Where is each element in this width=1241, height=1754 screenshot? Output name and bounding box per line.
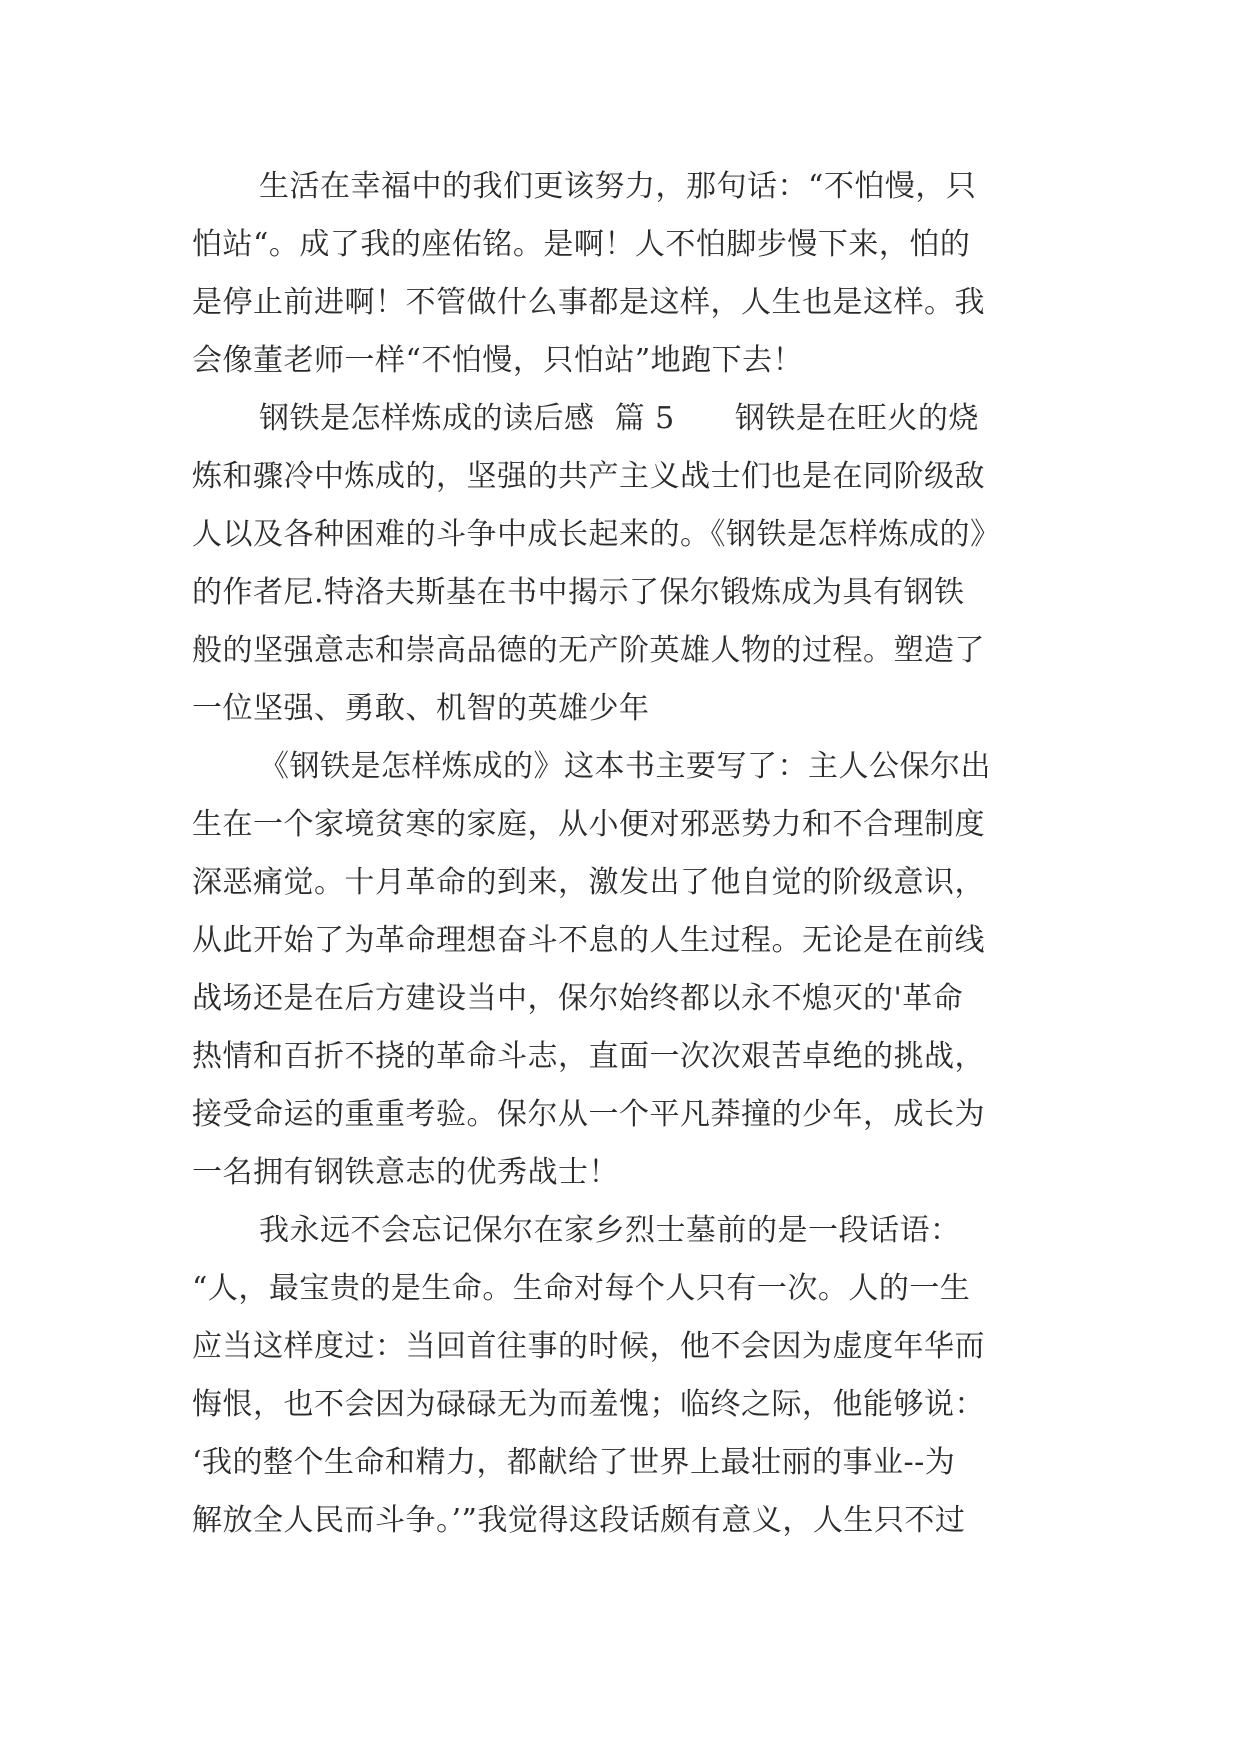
paragraph-line: ‘我的整个生命和精力，都献给了世界上最壮丽的事业--为 [192,1445,956,1480]
paragraph-line: 生在一个家境贫寒的家庭，从小便对邪恶势力和不合理制度 [192,807,985,842]
paragraph-line: “人，最宝贵的是生命。生命对每个人只有一次。人的一生 [192,1271,971,1306]
paragraph-line: 应当这样度过：当回首往事的时候，他不会因为虚度年华而 [192,1329,985,1364]
paragraph-line: 解放全人民而斗争。’”我觉得这段话颇有意义，人生只不过 [192,1503,966,1538]
paragraph-line: 从此开始了为革命理想奋斗不息的人生过程。无论是在前线 [192,923,985,958]
section-heading-line: 钢铁是怎样炼成的读后感 篇 5 钢铁是在旺火的烧 [259,401,979,436]
paragraph-line: 悔恨，也不会因为碌碌无为而羞愧；临终之际，他能够说： [192,1387,985,1422]
paragraph-line: 深恶痛觉。十月革命的到来，激发出了他自觉的阶级意识， [192,865,985,900]
paragraph-line: 一名拥有钢铁意志的优秀战士！ [192,1155,619,1190]
paragraph-line: 战场还是在后方建设当中，保尔始终都以永不熄灭的'革命 [192,981,964,1016]
paragraph-line: 般的坚强意志和崇高品德的无产阶英雄人物的过程。塑造了 [192,633,985,668]
paragraph-line: 炼和骤冷中炼成的，坚强的共产主义战士们也是在同阶级敌 [192,459,985,494]
paragraph-line: 我永远不会忘记保尔在家乡烈士墓前的是一段话语： [259,1213,961,1248]
paragraph-line: 人以及各种困难的斗争中成长起来的。《钢铁是怎样炼成的》 [192,517,1001,552]
paragraph-line: 的作者尼.特洛夫斯基在书中揭示了保尔锻炼成为具有钢铁 [192,575,965,610]
paragraph-line: 接受命运的重重考验。保尔从一个平凡莽撞的少年，成长为 [192,1097,985,1132]
paragraph-line: 会像董老师一样“不怕慢，只怕站”地跑下去！ [192,343,804,378]
paragraph-line: 热情和百折不挠的革命斗志，直面一次次艰苦卓绝的挑战， [192,1039,985,1074]
paragraph-line: 是停止前进啊！不管做什么事都是这样，人生也是这样。我 [192,285,985,320]
paragraph-line: 一位坚强、勇敢、机智的英雄少年 [192,691,650,726]
paragraph-line: 生活在幸福中的我们更该努力，那句话：“不怕慢，只 [259,169,977,204]
paragraph-line: 怕站“。成了我的座佑铭。是啊！人不怕脚步慢下来，怕的 [192,227,971,262]
paragraph-line: 《钢铁是怎样炼成的》这本书主要写了：主人公保尔出 [259,749,991,784]
